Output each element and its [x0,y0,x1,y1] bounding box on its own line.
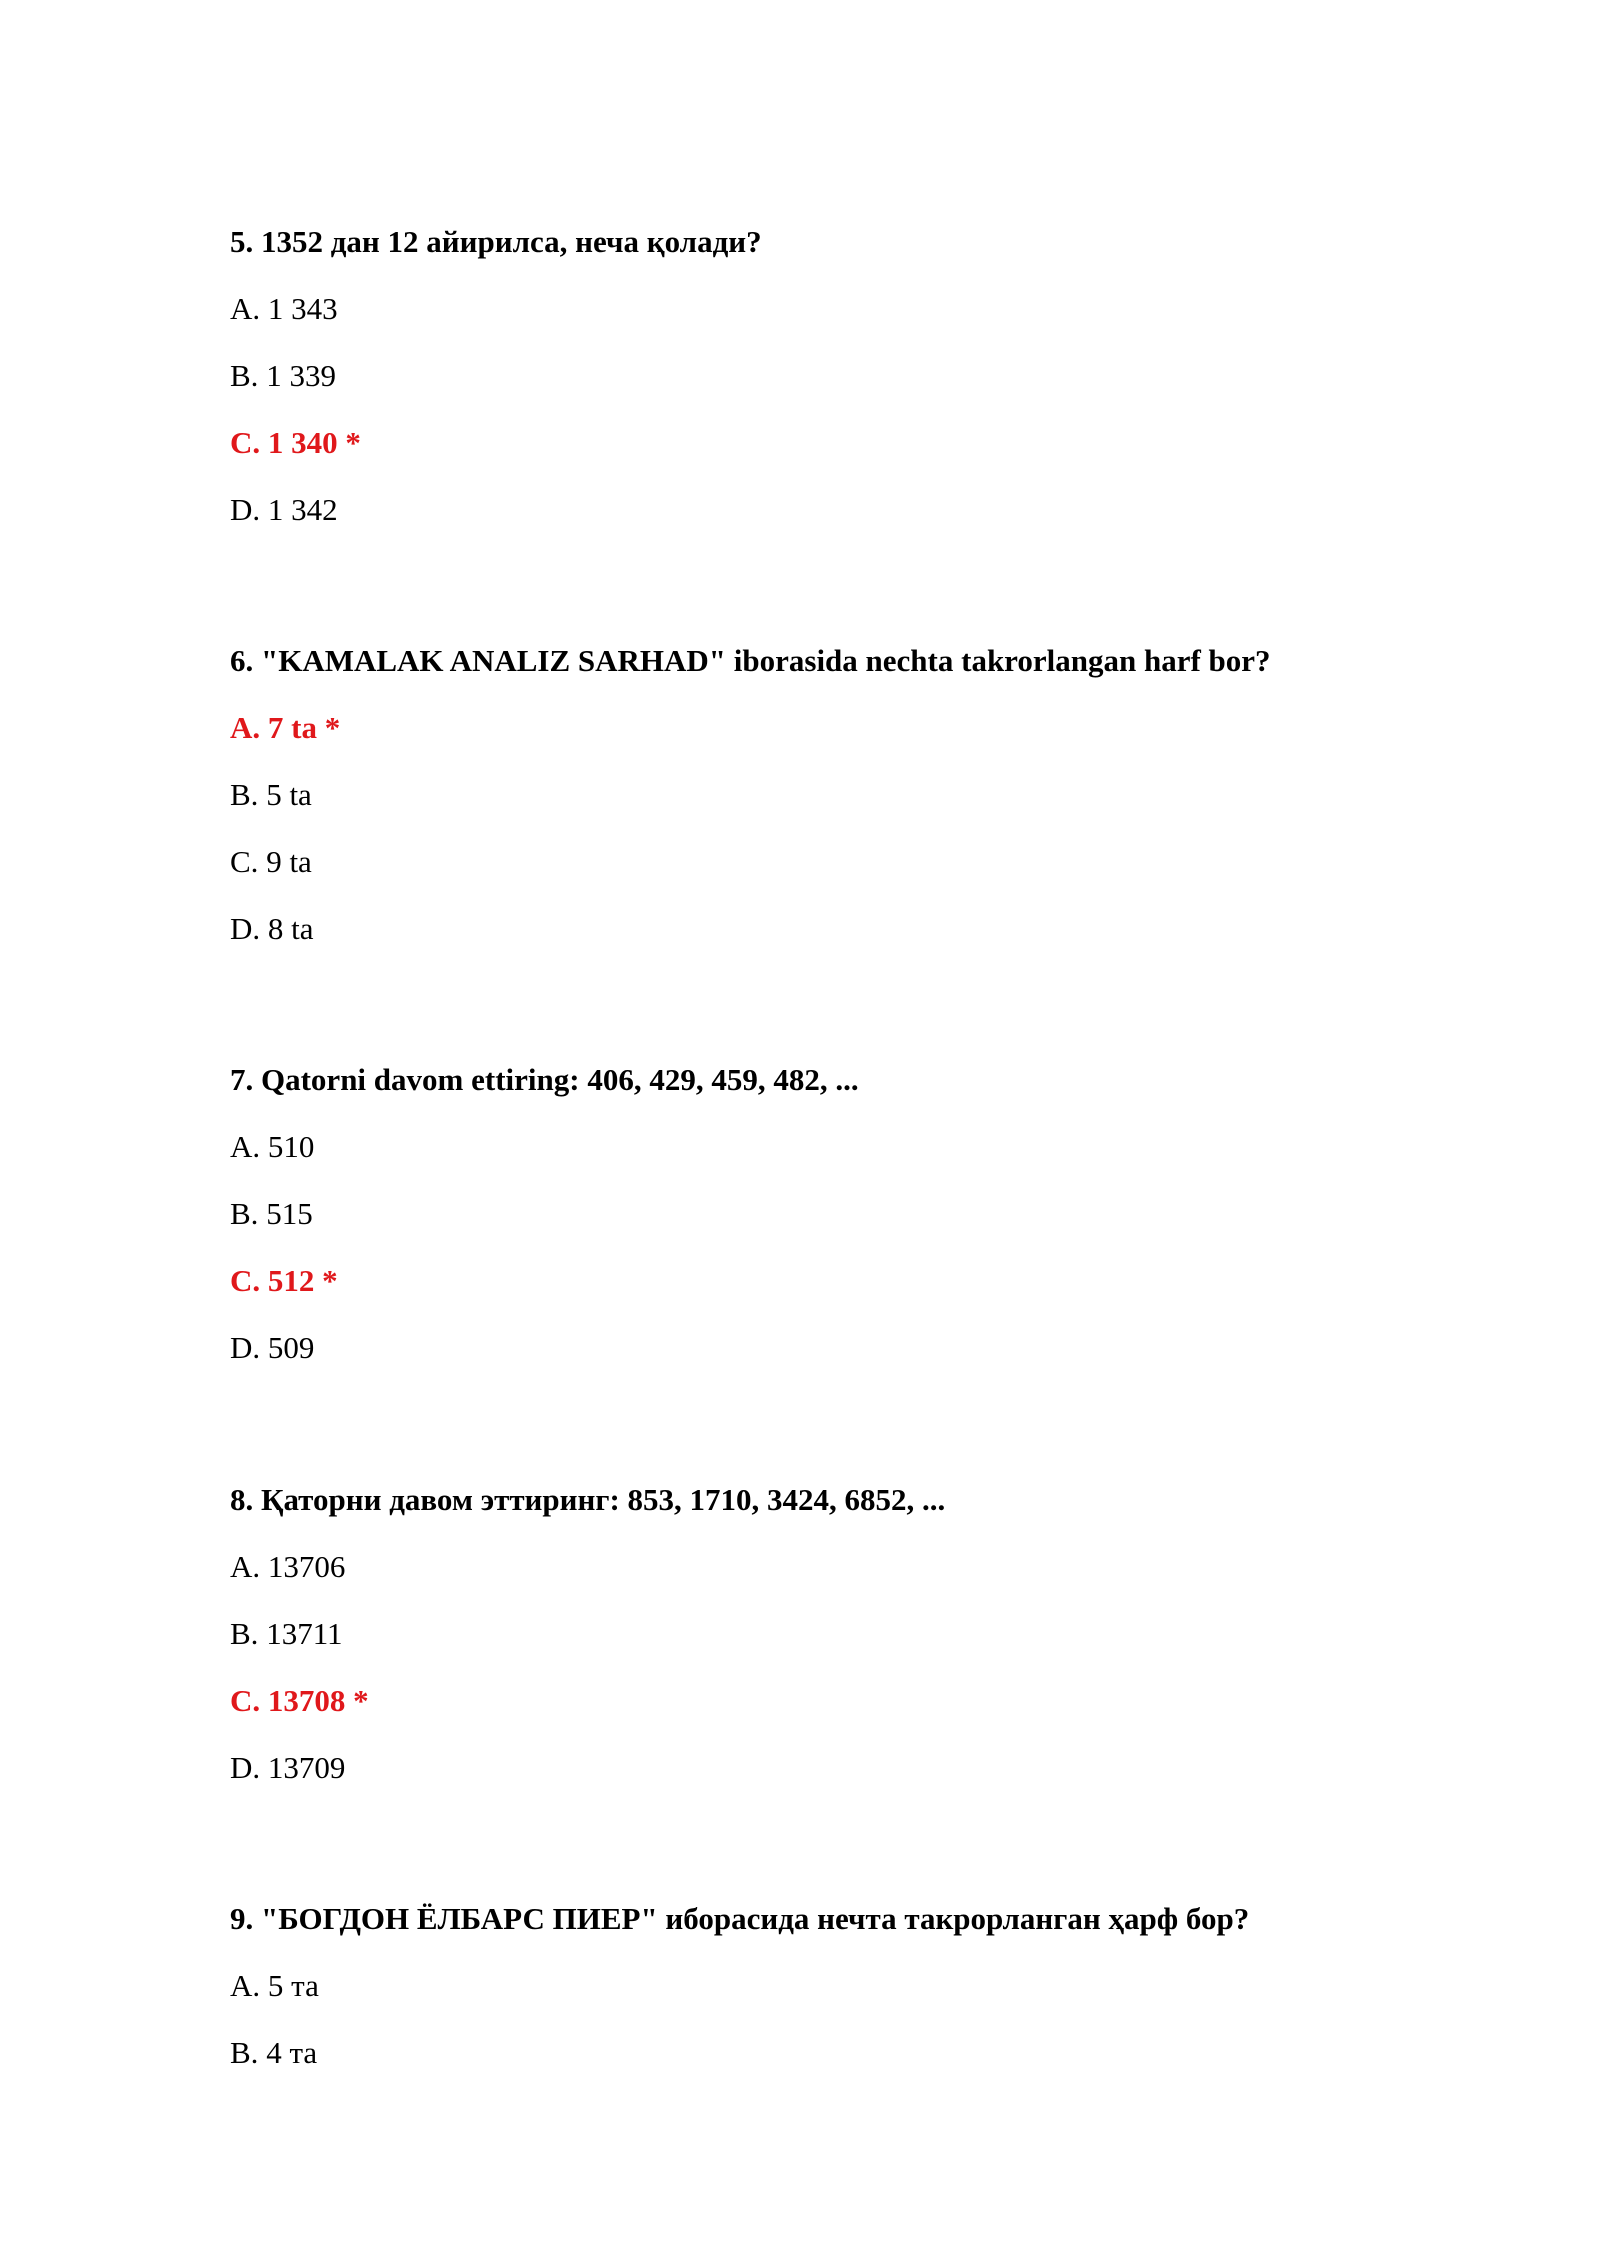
answer-option-d [230,1752,1430,1783]
question-title [230,1903,1430,1934]
option-text: 5 та [267,1968,319,2003]
question-text: Qatorni davom ettiring: 406, 429, 459, 482, ... [261,1062,859,1097]
answer-option-d [230,913,1430,944]
question-6 [230,645,1430,944]
question-title [230,226,1430,257]
answer-options [230,293,1430,525]
option-letter: A. [230,1968,261,2003]
answer-options [230,1551,1430,1783]
option-letter: C. [230,1683,261,1718]
answer-option-c [230,1265,1430,1296]
option-text: 7 ta [267,710,317,745]
option-text: 13708 [267,1683,346,1718]
correct-mark: * [322,1263,338,1298]
answer-options [230,1131,1430,1363]
option-letter: A. [230,1549,261,1584]
correct-mark: * [345,425,361,460]
question-text: Қаторни давом эттиринг: 853, 1710, 3424, 6852, ... [261,1482,946,1517]
answer-option-b [230,1198,1430,1229]
question-title [230,1064,1430,1095]
option-letter: A. [230,1129,261,1164]
option-letter: C. [230,844,259,879]
answer-option-b [230,360,1430,391]
option-letter: B. [230,1196,259,1231]
option-text: 5 ta [266,777,312,812]
option-text: 1 339 [266,358,336,393]
question-9 [230,1903,1430,2068]
question-7 [230,1064,1430,1363]
question-number: 9. [230,1901,254,1936]
option-letter: C. [230,425,261,460]
answer-option-a [230,1551,1430,1582]
option-text: 4 та [266,2035,318,2070]
option-letter: D. [230,1750,261,1785]
answer-option-d [230,1332,1430,1363]
option-letter: A. [230,291,261,326]
option-text: 13711 [266,1616,343,1651]
question-text: "KAMALAK ANALIZ SARHAD" iborasida nechta takrorlangan harf bor? [261,643,1271,678]
answer-option-c [230,1685,1430,1716]
answer-option-a [230,293,1430,324]
question-title [230,1484,1430,1515]
answer-option-c [230,846,1430,877]
option-letter: D. [230,911,261,946]
question-title [230,645,1430,676]
correct-mark: * [324,710,341,745]
option-text: 515 [266,1196,313,1231]
answer-option-a [230,1131,1430,1162]
option-text: 1 342 [267,492,338,527]
question-number: 7. [230,1062,254,1097]
answer-option-b [230,2037,1430,2068]
option-text: 510 [267,1129,315,1164]
option-text: 13709 [267,1750,346,1785]
option-letter: B. [230,777,259,812]
option-text: 1 343 [267,291,338,326]
option-letter: D. [230,492,261,527]
question-8 [230,1484,1430,1783]
question-number: 6. [230,643,254,678]
question-number: 8. [230,1482,254,1517]
option-letter: B. [230,1616,259,1651]
option-text: 509 [267,1330,315,1365]
correct-mark: * [353,1683,369,1718]
question-text: "БОГДОН ЁЛБАРС ПИЕР" иборасида нечта такрорланган ҳарф бор? [261,1901,1250,1936]
answer-option-a [230,712,1430,743]
answer-option-c [230,427,1430,458]
option-letter: B. [230,2035,259,2070]
option-text: 8 ta [267,911,314,946]
question-5 [230,226,1430,525]
answer-options [230,1970,1430,2068]
answer-option-a [230,1970,1430,2001]
option-text: 1 340 [267,425,338,460]
option-letter: D. [230,1330,261,1365]
question-number: 5. [230,224,254,259]
option-text: 9 ta [266,844,312,879]
option-text: 13706 [267,1549,346,1584]
answer-option-b [230,1618,1430,1649]
option-letter: A. [230,710,261,745]
answer-option-d [230,494,1430,525]
question-text: 1352 дан 12 айирилса, неча қолади? [261,224,762,259]
option-letter: C. [230,1263,261,1298]
answer-options [230,712,1430,944]
option-letter: B. [230,358,259,393]
answer-option-b [230,779,1430,810]
option-text: 512 [267,1263,315,1298]
